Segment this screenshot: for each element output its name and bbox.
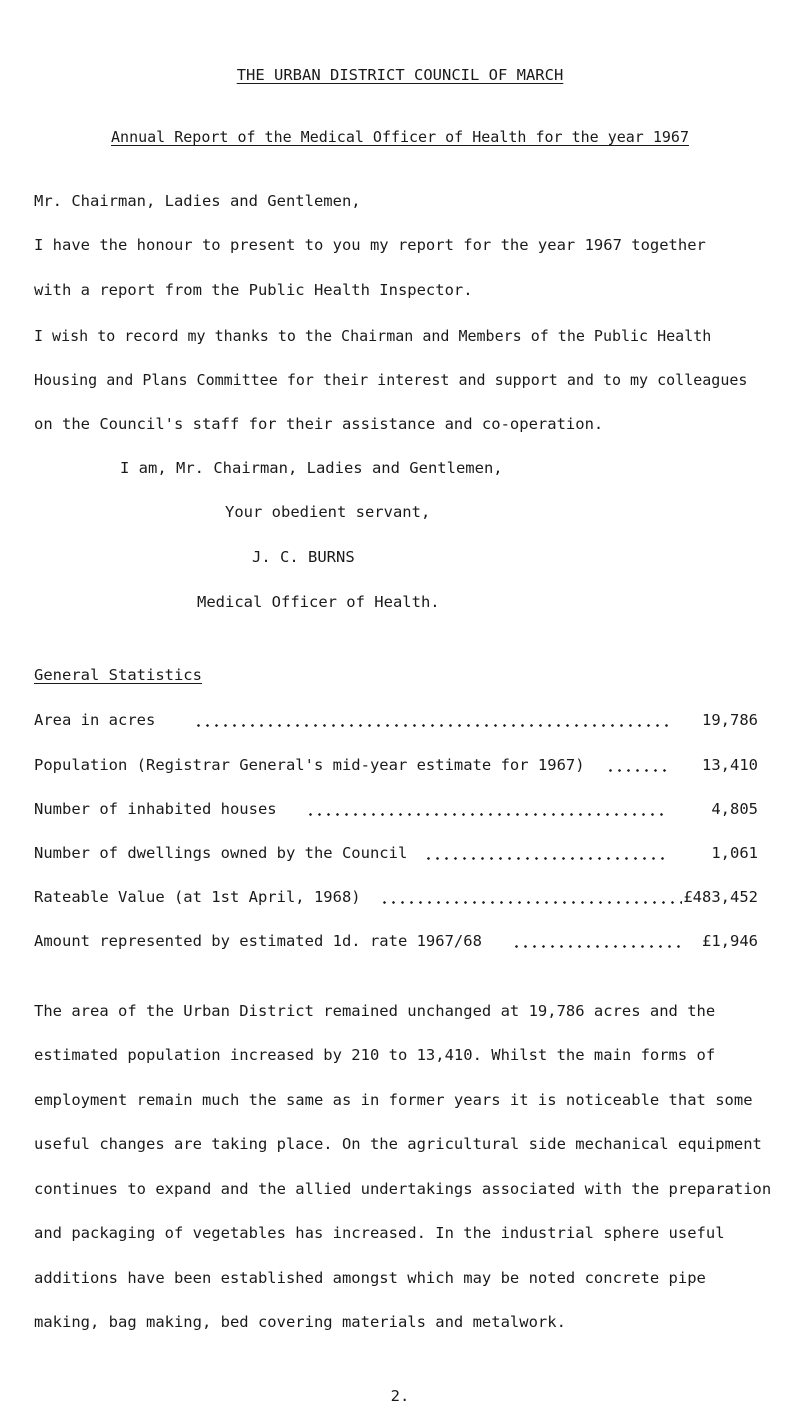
- paragraph-line: additions have been established amongst which may be noted concrete pipe: [34, 1269, 706, 1287]
- stat-label: Amount represented by estimated 1d. rate 1967/68: [34, 932, 482, 950]
- valediction: Your obedient servant,: [225, 503, 431, 521]
- paragraph-line: making, bag making, bed covering materials and metalwork.: [34, 1313, 566, 1331]
- dot-leader: [606, 769, 668, 772]
- paragraph-line: The area of the Urban District remained unchanged at 19,786 acres and the: [34, 1002, 716, 1020]
- page-number: 2.: [390, 1387, 410, 1405]
- stat-row-inhabited-houses: [34, 800, 758, 822]
- report-title: Annual Report of the Medical Officer of Health for the year 1967: [111, 128, 689, 146]
- paragraph-line: employment remain much the same as in former years it is noticeable that some: [34, 1091, 753, 1109]
- closing-line: I am, Mr. Chairman, Ladies and Gentlemen,: [120, 459, 503, 477]
- stat-value: 1,061: [711, 844, 758, 862]
- letter-paragraph-2-line-2: Housing and Plans Committee for their interest and support and to my colleagues: [34, 371, 748, 389]
- stat-value: £483,452: [683, 888, 758, 906]
- signatory-name: J. C. BURNS: [252, 548, 355, 566]
- paragraph-line: estimated population increased by 210 to 13,410. Whilst the main forms of: [34, 1046, 716, 1064]
- paragraph-line: and packaging of vegetables has increased. In the industrial sphere useful: [34, 1224, 725, 1242]
- council-heading: THE URBAN DISTRICT COUNCIL OF MARCH: [236, 66, 564, 84]
- stat-label: Population (Registrar General's mid-year estimate for 1967): [34, 756, 585, 774]
- letter-paragraph-2-line-1: I wish to record my thanks to the Chairman and Members of the Public Health: [34, 327, 712, 345]
- dot-leader: [306, 813, 669, 816]
- stat-row-rateable-value: [34, 888, 758, 910]
- letter-paragraph-1-line-1: I have the honour to present to you my report for the year 1967 together: [34, 236, 706, 254]
- stat-label: Number of dwellings owned by the Council: [34, 844, 408, 862]
- paragraph-line: useful changes are taking place. On the agricultural side mechanical equipment: [34, 1135, 762, 1153]
- letter-paragraph-1-line-2: with a report from the Public Health Inspector.: [34, 281, 473, 299]
- general-statistics-heading: General Statistics: [34, 666, 202, 684]
- stat-label: Rateable Value (at 1st April, 1968): [34, 888, 361, 906]
- dot-leader: [194, 724, 669, 727]
- dot-leader: [512, 945, 682, 948]
- stat-value: 4,805: [711, 800, 758, 818]
- stat-row-population: [34, 756, 758, 778]
- salutation: Mr. Chairman, Ladies and Gentlemen,: [34, 192, 361, 210]
- signatory-title: Medical Officer of Health.: [197, 593, 440, 611]
- dot-leader: [424, 857, 669, 860]
- stat-value: £1,946: [702, 932, 758, 950]
- dot-leader: [380, 901, 682, 904]
- paragraph-line: continues to expand and the allied undertakings associated with the preparation: [34, 1180, 772, 1198]
- stat-label: Area in acres: [34, 711, 156, 729]
- stat-row-area: [34, 711, 758, 733]
- stat-label: Number of inhabited houses: [34, 800, 277, 818]
- stat-value: 19,786: [702, 711, 758, 729]
- letter-paragraph-2-line-3: on the Council's staff for their assistance and co-operation.: [34, 415, 604, 433]
- stat-value: 13,410: [702, 756, 758, 774]
- stat-row-council-dwellings: [34, 844, 758, 866]
- stat-row-penny-rate: [34, 932, 758, 954]
